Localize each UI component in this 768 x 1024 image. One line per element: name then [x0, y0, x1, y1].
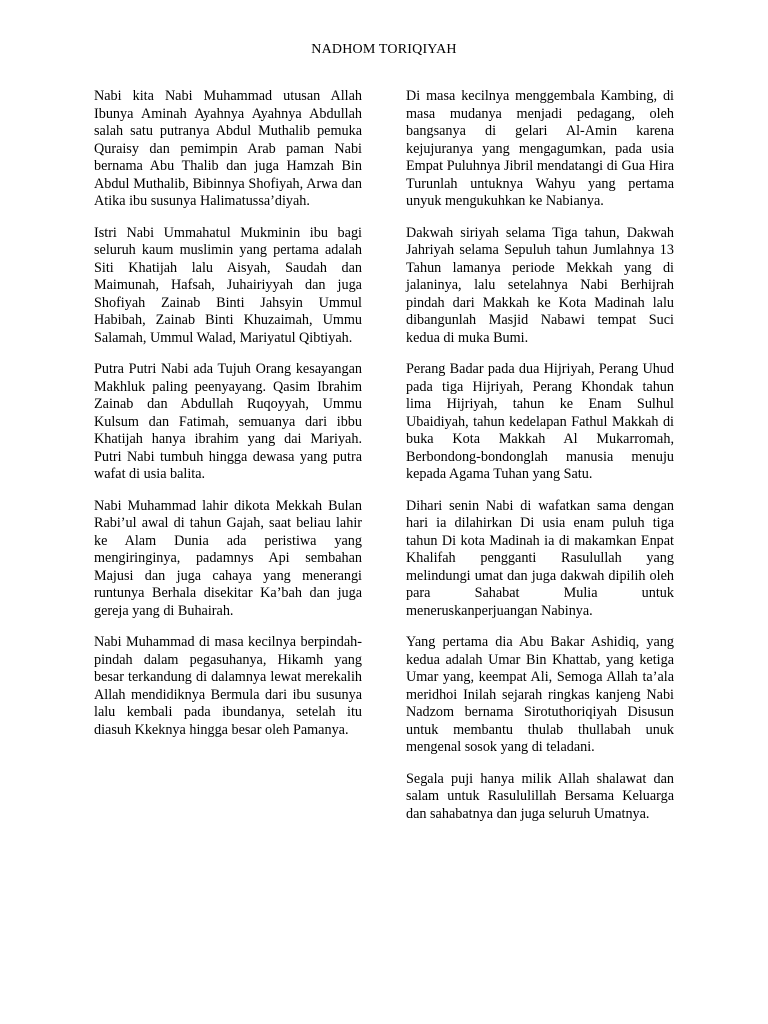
- paragraph: Nabi Muhammad lahir dikota Mekkah Bulan Rabi’ul awal di tahun Gajah, saat beliau lahir ke Alam Dunia ada peristiwa yang mengiringinya, padamnys Api sembahan Majusi dan juga cahaya yang menerangi runtunya Berhala disekitar Ka’bah dan juga gereja yang di Buhairah.: [94, 497, 362, 619]
- paragraph: Segala puji hanya milik Allah shalawat dan salam untuk Rasululillah Bersama Keluarga dan sahabatnya dan juga seluruh Umatnya.: [406, 770, 674, 822]
- page-title: NADHOM TORIQIYAH: [311, 42, 457, 57]
- left-column: [94, 88, 362, 753]
- paragraph: Putra Putri Nabi ada Tujuh Orang kesayangan Makhluk paling peenyayang. Qasim Ibrahim Zainab dan Abdullah Ruqoyyah, Ummu Kulsum dan Fatimah, semuanya dari ibbu Khatijah hanya ibrahim yang dai Mariyah. Putri Nabi tumbuh hingga dewasa yang putra wafat di usia balita.: [94, 361, 362, 482]
- paragraph: Perang Badar pada dua Hijriyah, Perang Uhud pada tiga Hijriyah, Perang Khondak tahun lima Hijriyah, tahun ke Enam Sulhul Ubaidiyah, tahun kedelapan Fathul Makkah di buka Kota Makkah Al Mukarromah, Berbondong-bondonglah manusia menuju kepada Agama Tuhan yang Satu.: [406, 361, 674, 482]
- right-column: [406, 88, 674, 837]
- paragraph: Dakwah siriyah selama Tiga tahun, Dakwah Jahriyah selama Sepuluh tahun Jumlahnya 13 Tahun lamanya periode Mekkah yang di jalaninya, lalu setelahnya Nabi Berhijrah pindah dari Makkah ke Kota Madinah lalu dibangunlah Masjid Nabawi tempat Suci kedua di muka Bumi.: [406, 224, 674, 346]
- paragraph: Nabi kita Nabi Muhammad utusan Allah Ibunya Aminah Ayahnya Ayahnya Abdullah salah satu putranya Abdul Muthalib pemuka Quraisy dan pemimpin Arab paman Nabi bernama Abu Thalib dan juga Hamzah Bin Abdul Muthalib, Bibinnya Shofiyah, Arwa dan Atika ibu susunya Halimatussa’diyah.: [94, 88, 362, 209]
- paragraph: Istri Nabi Ummahatul Mukminin ibu bagi seluruh kaum muslimin yang pertama adalah Siti Khatijah lalu Aisyah, Saudah dan Maimunah, Hafsah, Juhairiyyah dan juga Shofiyah Zainab Binti Jahsyin Ummul Habibah, Zainab Binti Khuzaimah, Ummu Salamah, Ummul Walad, Mariyatul Qibtiyah.: [94, 224, 362, 346]
- paragraph: Nabi Muhammad di masa kecilnya berpindah-pindah dalam pegasuhanya, Hikamh yang besar terkandung di dalamnya lewat merekalih Allah mendidiknya Bermula dari ibu susunya lalu kembali pada ibundanya, setelah itu diasuh Kkeknya hingga besar oleh Pamanya.: [94, 634, 362, 738]
- paragraph: Dihari senin Nabi di wafatkan sama dengan hari ia dilahirkan Di usia enam puluh tiga tahun Di kota Madinah ia di makamkan Enpat Khalifah pengganti Rasulullah yang melindungi umat dan juga dakwah dipilih oleh para Sahabat Mulia untuk meneruskanperjuangan Nabinya.: [406, 497, 674, 619]
- paragraph: Yang pertama dia Abu Bakar Ashidiq, yang kedua adalah Umar Bin Khattab, yang ketiga Umar yang, keempat Ali, Semoga Allah ta’ala meridhoi Inilah sejarah ringkas kanjeng Nabi Nadzom bernama Sirotuthoriqiyah Disusun untuk membantu thulab thullabah unuk mengenal sosok yang di teladani.: [406, 634, 674, 755]
- paragraph: Di masa kecilnya menggembala Kambing, di masa mudanya menjadi pedagang, oleh bangsanya di gelari Al-Amin karena kejujuranya yang mengagumkan, pada usia Empat Puluhnya Jibril mendatangi di Gua Hira Turunlah untuknya Wahyu yang pertama unyuk mengukuhkan ke Nabianya.: [406, 88, 674, 209]
